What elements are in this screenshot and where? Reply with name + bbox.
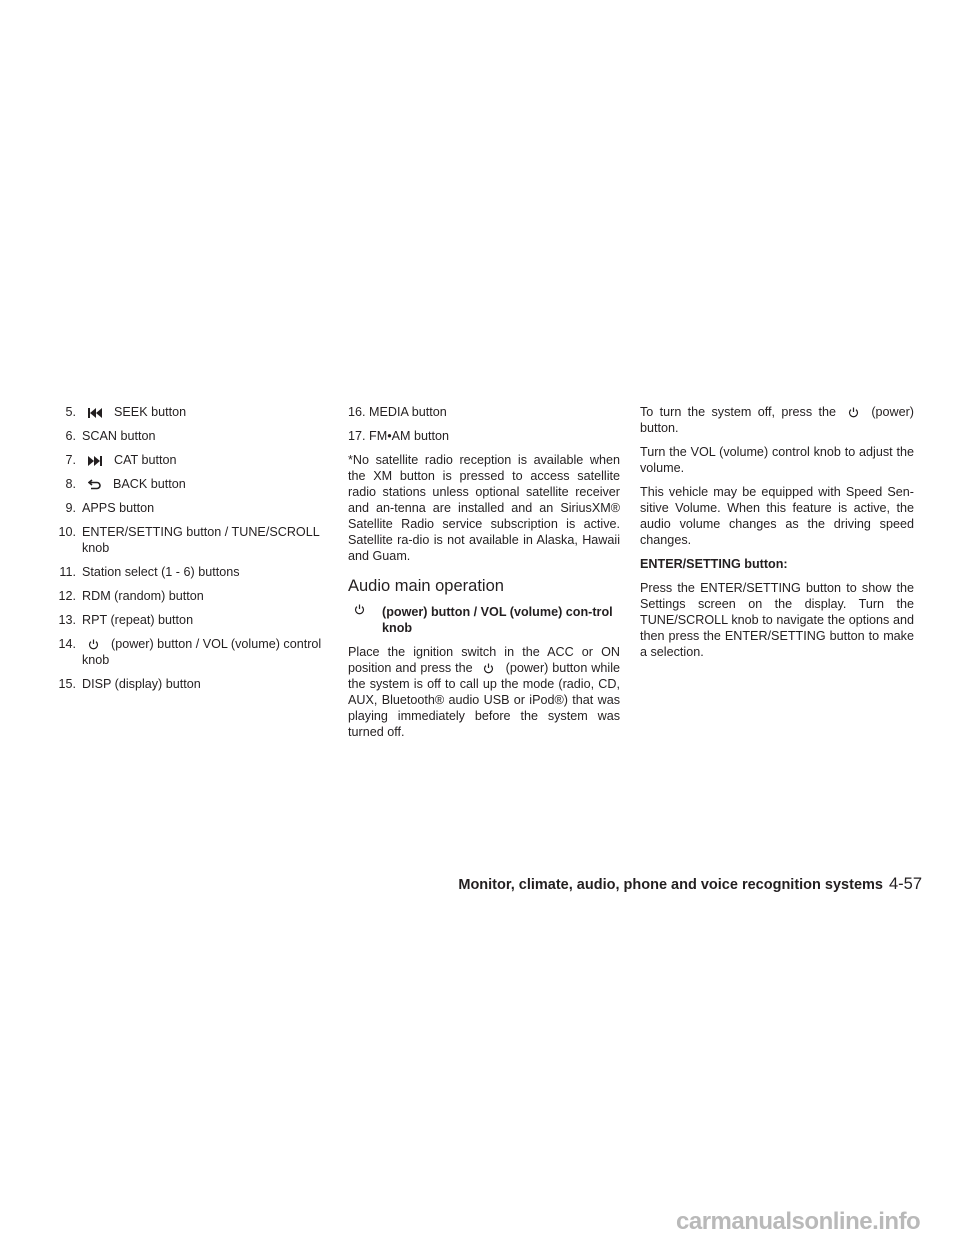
watermark: carmanualsonline.info	[676, 1208, 921, 1235]
list-item: 10. ENTER/SETTING button / TUNE/SCROLL knob	[58, 525, 320, 555]
paragraph: To turn the system off, press the (power) button.	[640, 405, 915, 435]
paragraph: This vehicle may be equipped with Speed Sen-sitive Volume. When this feature is active, the audio volume changes as the driving speed changes.	[640, 485, 914, 547]
list-item: 8. BACK button	[65, 477, 186, 491]
list-item: 6. SCAN button	[65, 429, 156, 443]
power-icon	[88, 639, 99, 650]
power-icon	[483, 663, 494, 674]
section-heading: Audio main operation	[348, 577, 504, 595]
column-1	[52, 404, 328, 700]
list-item: 15. DISP (display) button	[58, 677, 201, 691]
paragraph: Place the ignition switch in the ACC or ON position and press the (power) button while the system is off to call up the mode (radio, CD, AUX, Bluetooth® audio USB or iPod®) that was playing immediately before the system was turned off.	[348, 645, 620, 739]
list-item: 9. APPS button	[65, 501, 155, 515]
subsection-heading: (power) button / VOL (volume) con-trol knob	[348, 604, 620, 636]
list-item: 14. (power) button / VOL (volume) control knob	[58, 637, 322, 667]
column-2	[348, 404, 620, 748]
seek-back-icon	[88, 408, 102, 418]
page-number: 4-57	[888, 875, 922, 893]
column-3	[640, 404, 914, 668]
page-footer	[452, 875, 922, 894]
list-item: 13. RPT (repeat) button	[58, 613, 194, 627]
list-item: 11. Station select (1 - 6) buttons	[59, 565, 240, 579]
paragraph: Turn the VOL (volume) control knob to adjust the volume.	[640, 445, 914, 475]
power-icon	[848, 407, 859, 418]
paragraph: Press the ENTER/SETTING button to show the Settings screen on the display. Turn the TUNE/SCROLL knob to navigate the options and then press the ENTER/SETTING button to make a selection.	[640, 581, 914, 659]
list-item: 16. MEDIA button	[348, 405, 447, 419]
back-arrow-icon	[88, 479, 101, 490]
satellite-note: *No satellite radio reception is available when the XM button is pressed to access satellite radio stations unless optional satellite receiver and an-tenna are installed and an SiriusXM® Satellite Radio service subscription is active. Satellite ra-dio is not available in Alaska, Hawaii and Guam.	[348, 453, 620, 563]
power-icon	[354, 604, 365, 615]
list-item: 5. SEEK button	[65, 405, 187, 419]
chapter-title: Monitor, climate, audio, phone and voice recognition systems	[458, 877, 883, 893]
list-item: 17. FM•AM button	[348, 429, 450, 443]
list-item: 12. RDM (random) button	[58, 589, 204, 603]
section-heading: ENTER/SETTING button:	[640, 557, 788, 571]
list-item: 7. CAT button	[65, 453, 177, 467]
seek-forward-icon	[88, 456, 102, 466]
